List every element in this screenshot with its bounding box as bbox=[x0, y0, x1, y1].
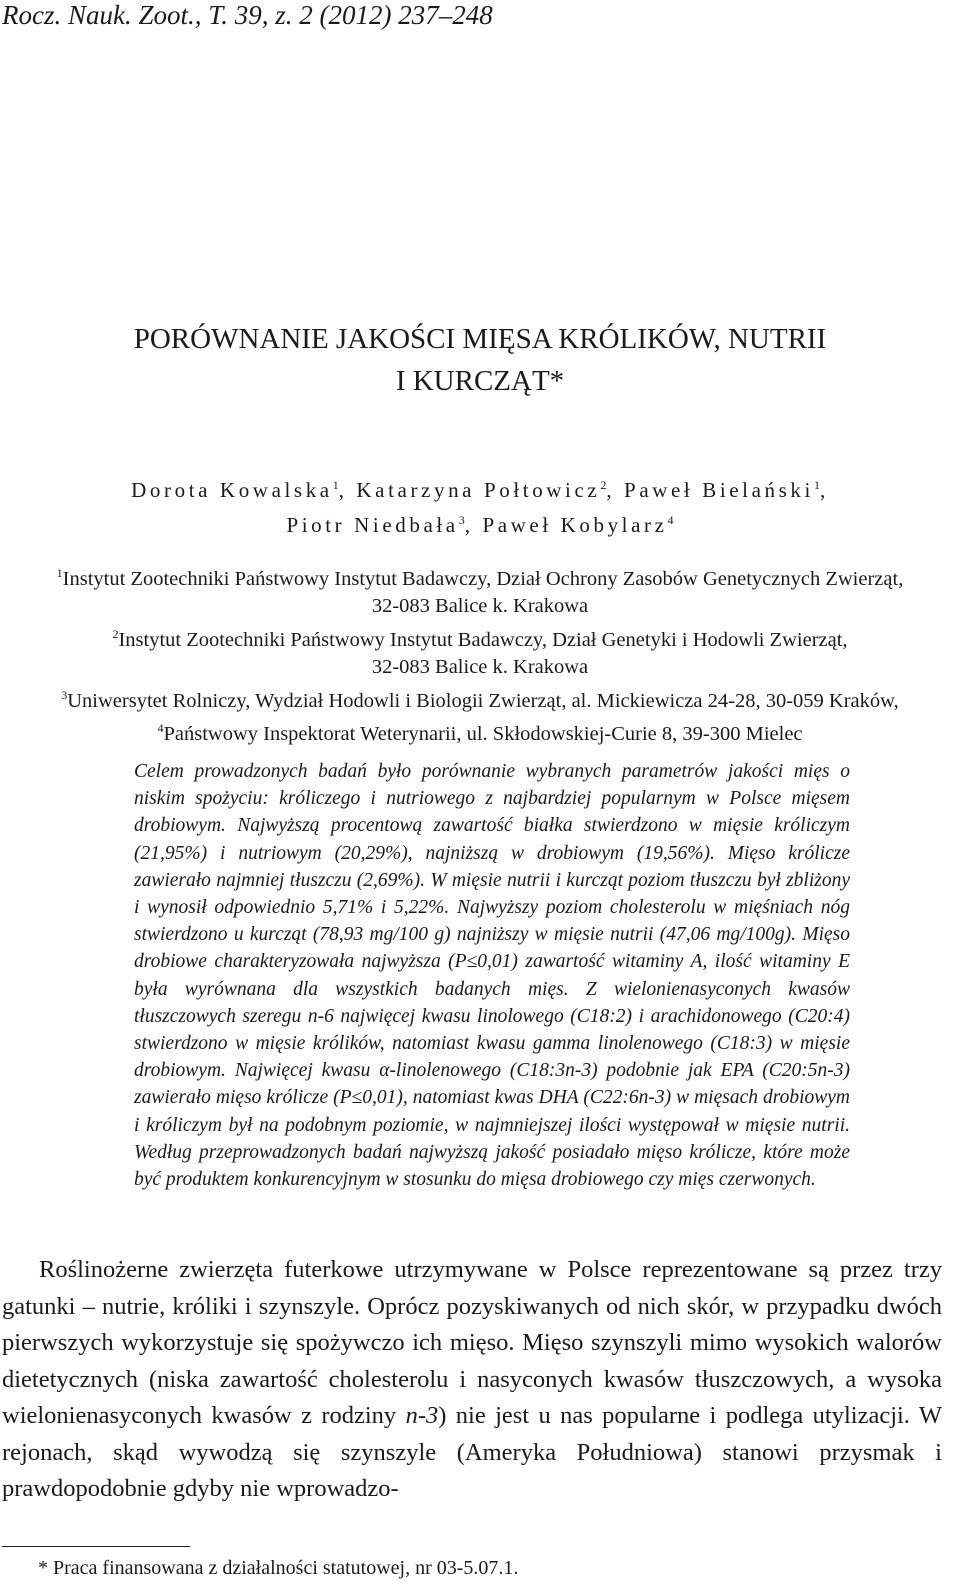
body-paragraph bbox=[2, 1252, 942, 1508]
author-line-1: Dorota Kowalska$^1$, Katarzyna Połtowicz$^2$, Paweł Bielański$^1$, bbox=[131, 478, 829, 502]
footnote: * Praca finansowana z działalności statutowej, nr 03-5.07.1. bbox=[38, 1557, 519, 1579]
author-affiliation-mark: 4 bbox=[667, 513, 674, 527]
affiliation-2 bbox=[0, 621, 960, 654]
affiliation-text: Instytut Zootechniki Państwowy Instytut Badawczy, Dział Ochrony Zasobów Genetycznych Zwierząt, bbox=[62, 567, 904, 590]
author-name: Paweł Bielański bbox=[624, 478, 814, 502]
affiliation-1 bbox=[0, 560, 960, 593]
author-line-2: Piotr Niedbała$^3$, Paweł Kobylarz$^4$ bbox=[286, 513, 674, 537]
author-name: Piotr Niedbała bbox=[286, 513, 459, 537]
author-name: Katarzyna Połtowicz bbox=[356, 478, 601, 502]
author-list bbox=[0, 470, 960, 540]
affiliation-mark: 4 bbox=[157, 720, 164, 735]
abstract: Celem prowadzonych badań było porównanie wybranych parametrów jakości mięs o niskim spożyciu: króliczego i nutriowego z najbardziej popularnym w Polsce mięsem drobiowym. Najwyższą procentową zawartość białka stwierdzono w mięsie króliczym (21,95%) i nutriowym (20,29%), najniższą w drobiowym (19,56%). Mięso królicze zawierało najmniej tłuszczu (2,69%). W mięsie nutrii i kurcząt poziom tłuszczu był zbliżony i wynosił odpowiednio 5,71% i 5,22%. Najwyższy poziom cholesterolu w mięśniach nóg stwierdzono u kurcząt (78,93 mg/100 g) najniższy w mięsie nutrii (47,06 mg/100g). Mięso drobiowe charakteryzowała najwyższa (P≤0,01) zawartość witaminy A, ilość witaminy E była wyrównana dla wszystkich badanych mięs. Z wielonienasyconych kwasów tłuszczowych szeregu n-6 najwięcej kwasu linolowego (C18:2) i arachidonowego (C20:4) stwierdzono w mięsie królików, natomiast kwasu gamma linolenowego (C18:3) w mięsie drobiowym. Najwięcej kwasu α-linolenowego (C18:3n-3) podobnie jak EPA (C20:5n-3) zawierało mięso królicze (P≤0,01), natomiast kwas DHA (C22:6n-3) w mięsach drobiowym i króliczym był na podobnym poziomie, w najmniejszej ilości występował w mięsie nutrii. Według przeprowadzonych badań najwyższą jakość posiadało mięso królicze, które może być produktem konkurencyjnym w stosunku do mięsa drobiowego czy mięs czerwonych. bbox=[134, 761, 850, 1191]
title-line-1: PORÓWNANIE JAKOŚCI MIĘSA KRÓLIKÓW, NUTRII bbox=[133, 323, 827, 355]
affiliation-text: Instytut Zootechniki Państwowy Instytut Badawczy, Dział Genetyki i Hodowli Zwierząt, bbox=[118, 628, 848, 651]
title-line-2: I KURCZĄT* bbox=[395, 365, 565, 397]
affiliation-text: Uniwersytet Rolniczy, Wydział Hodowli i Biologii Zwierząt, al. Mickiewicza 24-28, 30-059 Kraków, bbox=[67, 689, 899, 712]
affiliation-mark: 3 bbox=[61, 687, 68, 702]
affiliation-1-cont: 32-083 Balice k. Krakowa bbox=[371, 595, 589, 618]
affiliations bbox=[0, 560, 960, 748]
affiliation-mark: 1 bbox=[56, 566, 63, 580]
paper-title bbox=[0, 318, 960, 402]
body-text-part2: ) nie jest u nas popularne i podlega utylizacji. W rejonach, skąd wywodzą się szynszyle (Ameryka Południowa) stanowi przysmak i prawdopodobnie gdyby nie wprowadzo- bbox=[2, 1402, 942, 1502]
journal-header: Rocz. Nauk. Zoot., T. 39, z. 2 (2012) 237–248 bbox=[2, 0, 493, 30]
affiliation-4 bbox=[0, 715, 960, 748]
author-affiliation-mark: 2 bbox=[600, 478, 607, 492]
affiliation-2-cont: 32-083 Balice k. Krakowa bbox=[371, 656, 589, 679]
author-name: Dorota Kowalska bbox=[131, 478, 333, 502]
author-affiliation-mark: 1 bbox=[813, 478, 820, 492]
body-text-part1: Roślinożerne zwierzęta futerkowe utrzymywane w Polsce reprezentowane są przez trzy gatunki – nutrie, króliki i szynszyle. Oprócz pozyskiwanych od nich skór, w przypadku dwóch pierwszych wykorzystuje się spożywczo ich mięso. Mięso szynszyli mimo wysokich walorów dietetycznych (niska zawartość cholesterolu i nasyconych kwasów tłuszczowych, a wysoka wielonienasyconych kwasów z rodziny bbox=[2, 1256, 942, 1429]
affiliation-mark: 2 bbox=[112, 626, 119, 641]
footnote-separator bbox=[2, 1546, 190, 1547]
author-affiliation-mark: 3 bbox=[458, 513, 465, 527]
author-name: Paweł Kobylarz bbox=[482, 513, 668, 537]
author-affiliation-mark: 1 bbox=[332, 478, 339, 492]
affiliation-text: Państwowy Inspektorat Weterynarii, ul. Skłodowskiej-Curie 8, 39-300 Mielec bbox=[163, 722, 803, 745]
body-text-italic: n-3 bbox=[405, 1402, 439, 1429]
affiliation-3 bbox=[0, 682, 960, 715]
